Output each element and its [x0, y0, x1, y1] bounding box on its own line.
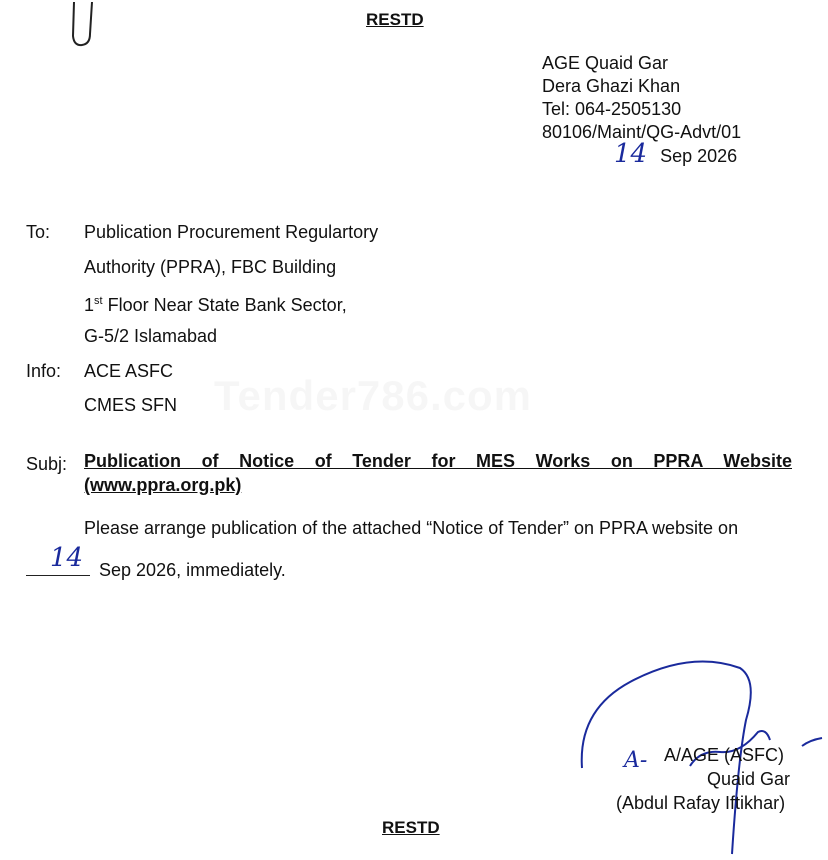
- sender-date: [614, 139, 738, 169]
- sender-line-3: Tel: 064-2505130: [542, 99, 682, 119]
- signature-prefix: [624, 748, 647, 773]
- sender-date-handwritten: 14: [614, 139, 648, 169]
- info-line-1: ACE ASFC: [84, 361, 174, 381]
- signature-line-1: A/AGE (ASFC): [664, 745, 785, 765]
- to-line-3: [84, 290, 347, 316]
- sender-line-1: AGE Quaid Gar: [542, 53, 669, 73]
- body-line-2-text: Sep 2026, immediately.: [99, 560, 286, 580]
- sender-address: [542, 52, 741, 144]
- subject-title-line-2: (www.ppra.org.pk): [84, 475, 242, 495]
- header-classification: RESTD: [366, 10, 424, 29]
- signature-line-2: Quaid Gar: [707, 769, 791, 789]
- to-line-3-text: Floor Near State Bank Sector,: [102, 295, 347, 315]
- to-line-4: G-5/2 Islamabad: [84, 326, 218, 346]
- subject-title: [84, 449, 792, 497]
- body-line-1: Please arrange publication of the attached “Notice of Tender” on PPRA website on: [84, 518, 739, 538]
- body-line-2: [26, 543, 286, 581]
- signature-line-3: (Abdul Rafay Iftikhar): [616, 793, 786, 813]
- sender-line-2: Dera Ghazi Khan: [542, 76, 681, 96]
- subject-label: Subj:: [26, 454, 68, 474]
- to-line-1: Publication Procurement Regulartory: [84, 222, 379, 242]
- signature-prefix-handwritten: A-: [624, 748, 648, 773]
- to-label: To:: [26, 222, 51, 242]
- footer-classification: RESTD: [382, 818, 440, 837]
- body-date-handwritten: 14: [50, 543, 84, 573]
- info-label: Info:: [26, 361, 62, 381]
- sender-date-text: Sep 2026: [660, 146, 738, 166]
- subject-title-line-1: Publication of Notice of Tender for MES Works on PPRA Website: [84, 451, 792, 471]
- paperclip-icon: [64, 0, 104, 50]
- watermark: [214, 372, 532, 420]
- to-line-3-suffix: st: [94, 295, 103, 307]
- date-blank: [26, 543, 90, 576]
- info-line-2: CMES SFN: [84, 395, 178, 415]
- to-line-3-number: 1: [84, 295, 95, 315]
- to-line-2: Authority (PPRA), FBC Building: [84, 257, 337, 277]
- sender-line-4: 80106/Maint/QG-Advt/01: [542, 122, 742, 142]
